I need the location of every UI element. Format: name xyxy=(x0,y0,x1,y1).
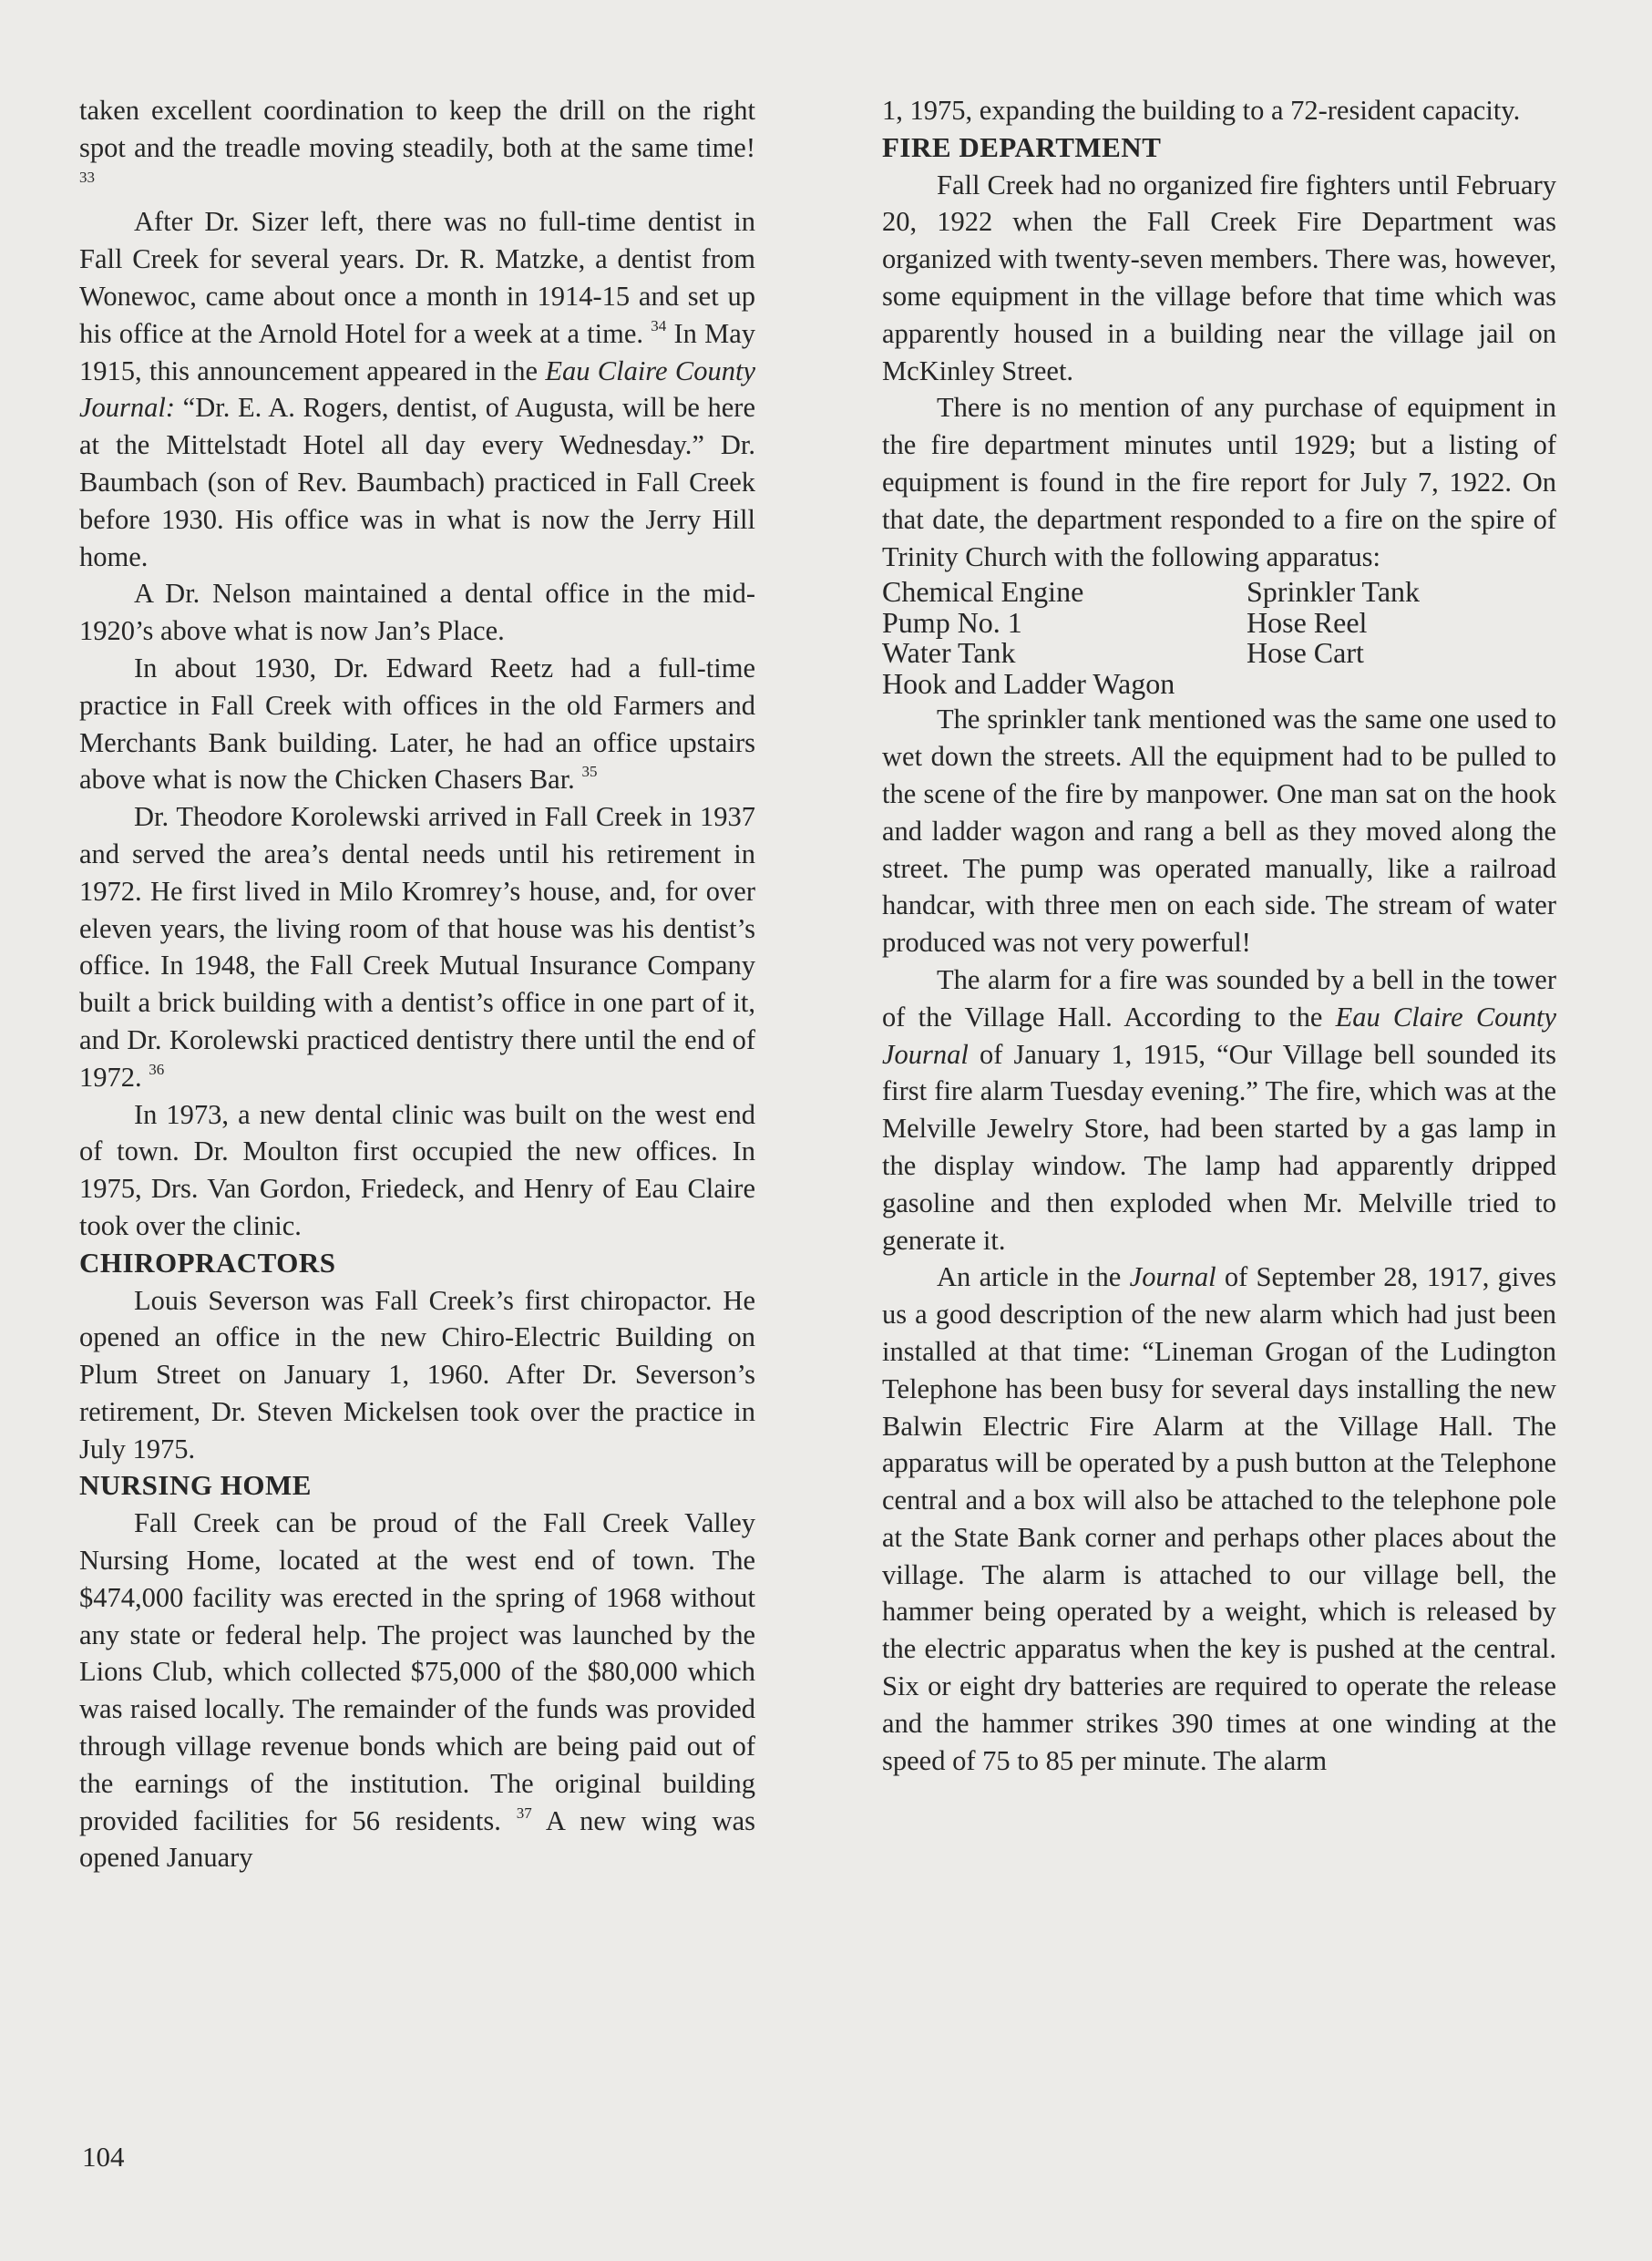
paragraph: Fall Creek had no organized fire fighters until February 20, 1922 when the Fall Creek Fire Department was organized with twenty-seven members. There was, however, some equipment in the village before that time which was apparently housed in a building near the village jail on McKinley Street. xyxy=(882,169,1556,386)
paragraph: taken excellent coordination to keep the drill on the right spot and the treadle moving steadily, both at the same time! $^{33}$ xyxy=(79,95,755,186)
equipment-item: Hose Reel xyxy=(1247,605,1368,639)
section-heading-chiropractors: CHIROPRACTORS xyxy=(79,1246,336,1279)
paragraph: There is no mention of any purchase of equipment in the fire department minutes until 1929; but a listing of equipment is found in the fire report for July 7, 1922. On that date, the department responded to a fire on the spire of Trinity Church with the following apparatus: xyxy=(882,392,1556,572)
equipment-list xyxy=(882,577,1556,699)
paragraph: Louis Severson was Fall Creek’s first chiropactor. He opened an office in the new Chiro-Electric Building on Plum Street on January 1, 1960. After Dr. Severson’s retirement, Dr. Steven Mickelsen took over the practice in July 1975. xyxy=(79,1284,755,1465)
equipment-item: Chemical Engine xyxy=(882,575,1084,609)
right-column xyxy=(882,92,1556,1779)
paragraph: Dr. Theodore Korolewski arrived in Fall Creek in 1937 and served the area’s dental needs until his retirement in 1972. He first lived in Milo Kromrey’s house, and, for over eleven years, the living room of that house was his dentist’s office. In 1948, the Fall Creek Mutual Insurance Company built a brick building with a dentist’s office in one part of it, and Dr. Korolewski practiced dentistry there until the end of 1972. $^{36}$ xyxy=(79,801,755,1093)
footnote-ref: 37 xyxy=(516,1804,532,1822)
journal-title: Eau Claire County Journal: xyxy=(79,355,755,424)
journal-title: Journal xyxy=(1129,1261,1216,1293)
paragraph: In 1973, a new dental clinic was built on the west end of town. Dr. Moulton first occupied the new offices. In 1975, Drs. Van Gordon, Friedeck, and Henry of Eau Claire took over the clinic. xyxy=(79,1098,755,1241)
journal-title: Eau Claire County Journal xyxy=(882,1001,1556,1070)
footnote-ref: 33 xyxy=(79,168,95,186)
paragraph: A Dr. Nelson maintained a dental office in the mid-1920’s above what is now Jan’s Place. xyxy=(79,578,755,647)
section-heading-nursing-home: NURSING HOME xyxy=(79,1469,312,1502)
paragraph: An article in the Journal of September 28, 1917, gives us a good description of the new alarm which had just been installed at that time: “Lineman Grogan of the Ludington Telephone has been busy for several days installing the new Balwin Electric Fire Alarm at the Village Hall. The apparatus will be operated by a push button at the Telephone central and a box will also be attached to the telephone pole at the State Bank corner and perhaps other places about the village. The alarm is attached to our village bell, the hammer being operated by a weight, which is released by the electric apparatus when the key is pushed at the central. Six or eight dry batteries are required to operate the release and the hammer strikes 390 times at one winding at the speed of 75 to 85 per minute. The alarm xyxy=(882,1261,1557,1776)
footnote-ref: 34 xyxy=(651,316,667,334)
section-heading-fire-department: FIRE DEPARTMENT xyxy=(882,130,1162,163)
equipment-item: Pump No. 1 xyxy=(882,605,1022,639)
paragraph: 1, 1975, expanding the building to a 72-resident capacity. xyxy=(882,95,1521,126)
equipment-item: Sprinkler Tank xyxy=(1247,575,1421,609)
equipment-item: Hook and Ladder Wagon xyxy=(882,666,1175,700)
paragraph: In about 1930, Dr. Edward Reetz had a full-time practice in Fall Creek with offices in the old Farmers and Merchants Bank building. Later, he had an office upstairs above what is now the Chicken Chasers Bar. $^{35}$ xyxy=(79,652,755,796)
paragraph: Fall Creek can be proud of the Fall Creek Valley Nursing Home, located at the west end of town. The $474,000 facility was erected in the spring of 1968 without any state or federal help. The project was launched by the Lions Club, which collected $75,000 of the $80,000 which was raised locally. The remainder of the funds was provided through village revenue bonds which are being paid out of the earnings of the institution. The original building provided facilities for 56 residents. $^{37}$ A new wing was opened January xyxy=(79,1507,755,1874)
paragraph: The alarm for a fire was sounded by a bell in the tower of the Village Hall. According to the Eau Claire County Journal of January 1, 1915, “Our Village bell sounded its first fire alarm Tuesday evening.” The fire, which was at the Melville Jewelry Store, had been started by a gas lamp in the display window. The lamp had apparently dripped gasoline and then exploded when Mr. Melville tried to generate it. xyxy=(882,963,1556,1256)
paragraph: The sprinkler tank mentioned was the same one used to wet down the streets. All the equipment had to be pulled to the scene of the fire by manpower. One man sat on the hook and ladder wagon and rang a bell as they moved along the street. The pump was operated manually, like a railroad handcar, with three men on each side. The stream of water produced was not very powerful! xyxy=(882,704,1556,959)
equipment-item: Water Tank xyxy=(882,636,1016,670)
footnote-ref: 36 xyxy=(149,1060,165,1078)
paragraph: After Dr. Sizer left, there was no full-time dentist in Fall Creek for several years. Dr. R. Matzke, a dentist from Wonewoc, came about once a month in 1914-15 and set up his office at the Arnold Hotel for a week at a time. $^{34}$ In May 1915, this announcement appeared in the Eau Claire County Journal: “Dr. E. A. Rogers, dentist, of Augusta, will be here at the Mittelstadt Hotel all day every Wednesday.” Dr. Baumbach (son of Rev. Baumbach) practiced in Fall Creek before 1930. His office was in what is now the Jerry Hill home. xyxy=(79,206,755,572)
footnote-ref: 35 xyxy=(581,763,598,781)
left-column xyxy=(79,92,755,1876)
equipment-item: Hose Cart xyxy=(1247,636,1364,670)
page-number: 104 xyxy=(82,2141,125,2173)
